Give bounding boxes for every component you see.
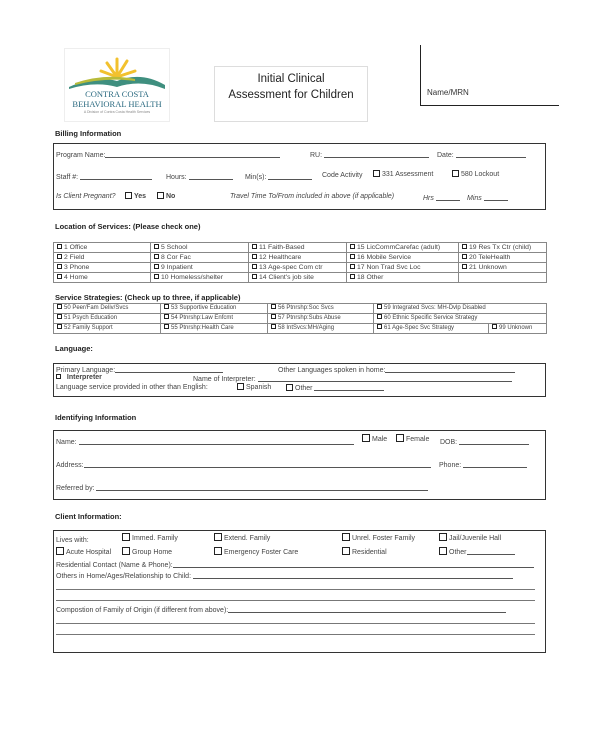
option-label: 20 TeleHealth	[469, 254, 511, 261]
option-label: Group Home	[132, 549, 173, 556]
checkbox-option[interactable]	[54, 324, 161, 334]
checkbox-icon	[252, 264, 257, 269]
composition-label: Compostion of Family of Origin (if different from above):	[56, 607, 229, 614]
option-label: 17 Non Trad Svc Loc	[357, 264, 421, 271]
spanish-checkbox[interactable]	[237, 383, 271, 391]
checkbox-option[interactable]	[54, 263, 151, 273]
option-label: 53 Supportive Education	[171, 305, 237, 311]
checkbox-option[interactable]	[347, 273, 459, 283]
logo-line3: A Division of Contra Costa Health Services	[83, 110, 151, 114]
lives-jail[interactable]	[439, 533, 501, 542]
option-label: 56 Ptnrshp:Soc Svcs	[278, 305, 334, 311]
no-label: No	[166, 193, 176, 200]
checkbox-option[interactable]	[151, 253, 249, 263]
referred-by-field[interactable]	[56, 483, 428, 492]
checkbox-icon	[342, 533, 350, 541]
dob-label: DOB:	[440, 439, 458, 446]
spanish-label: Spanish	[246, 384, 272, 391]
option-label: 21 Unknown	[469, 264, 507, 271]
hrs-label: Hrs	[423, 195, 434, 202]
checkbox-icon	[154, 244, 159, 249]
option-label: 52 Family Support	[64, 325, 113, 331]
checkbox-option[interactable]	[459, 253, 547, 263]
checkbox-icon	[56, 547, 64, 555]
staff-field[interactable]	[56, 172, 152, 181]
checkbox-icon	[492, 324, 497, 329]
checkbox-option[interactable]	[54, 253, 151, 263]
checkbox-icon	[154, 274, 159, 279]
option-label: 8 Cor Fac	[161, 254, 191, 261]
checkbox-option[interactable]	[151, 273, 249, 283]
male-label: Male	[372, 436, 388, 443]
checkbox-icon	[439, 533, 447, 541]
blank-line[interactable]	[56, 589, 535, 590]
checkbox-icon	[214, 547, 222, 555]
checkbox-icon	[252, 254, 257, 259]
primary-language-label: Primary Language:	[56, 367, 116, 374]
checkbox-icon	[122, 533, 130, 541]
hours-field[interactable]	[166, 172, 233, 181]
checkbox-icon	[57, 324, 62, 329]
table-row	[54, 273, 547, 283]
checkbox-580[interactable]	[452, 170, 499, 178]
option-label: 61 Age-Spec Svc Strategy	[384, 325, 455, 331]
checkbox-option[interactable]	[161, 324, 268, 334]
option-label: 54 Ptnrshp:Law Enfcmt	[171, 315, 234, 321]
mins-field[interactable]	[245, 172, 312, 181]
referred-label: Referred by:	[56, 485, 95, 492]
other-languages-label: Other Languages spoken in home:	[278, 367, 386, 374]
option-label: 19 Res Tx Ctr (child)	[469, 244, 532, 251]
option-label: 99 Unknown	[499, 325, 533, 331]
date-label: Date:	[437, 152, 454, 159]
checkbox-icon	[164, 324, 169, 329]
option-label: 50 Peer/Fam Deliv/Svcs	[64, 305, 129, 311]
checkbox-icon	[362, 434, 370, 442]
option-label: Immed. Family	[132, 535, 178, 542]
pregnant-no[interactable]	[157, 192, 175, 200]
checkbox-icon	[57, 254, 62, 259]
checkbox-option[interactable]	[249, 253, 347, 263]
checkbox-option[interactable]	[249, 263, 347, 273]
blank-line[interactable]	[56, 634, 535, 635]
checkbox-option[interactable]	[459, 243, 547, 253]
checkbox-option[interactable]	[268, 304, 374, 314]
lives-other[interactable]	[439, 547, 515, 556]
checkbox-option[interactable]	[54, 304, 161, 314]
date-field[interactable]	[437, 150, 526, 159]
checkbox-icon	[350, 254, 355, 259]
checkbox-icon	[271, 304, 276, 309]
checkbox-option[interactable]	[347, 263, 459, 273]
option-label: Residential	[352, 549, 387, 556]
dob-field[interactable]	[440, 437, 529, 446]
lives-immed-family[interactable]	[122, 533, 178, 542]
checkbox-icon	[286, 384, 293, 391]
residential-contact-label: Residential Contact (Name & Phone):	[56, 562, 173, 569]
checkbox-icon	[154, 264, 159, 269]
checkbox-icon	[350, 244, 355, 249]
checkbox-option[interactable]	[249, 273, 347, 283]
other-label: Other	[295, 385, 313, 392]
option-label: Jail/Juvenile Hall	[449, 535, 502, 542]
opt-331-label: 331 Assessment	[382, 171, 434, 178]
client-name-field[interactable]	[56, 437, 354, 446]
checkbox-icon	[252, 244, 257, 249]
name-mrn-label: Name/MRN	[427, 88, 469, 97]
logo-line2: BEHAVIORAL HEALTH	[72, 99, 162, 109]
strategies-table	[53, 303, 547, 334]
title-line1: Initial Clinical	[257, 73, 325, 85]
address-field[interactable]	[56, 460, 431, 469]
option-label: 14 Client's job site	[259, 274, 314, 281]
table-row	[54, 324, 547, 334]
checkbox-option[interactable]	[268, 324, 374, 334]
lives-extend-family[interactable]	[214, 533, 270, 542]
checkbox-icon	[377, 314, 382, 319]
option-label: 18 Other	[357, 274, 384, 281]
checkbox-option[interactable]	[249, 243, 347, 253]
checkbox-icon	[252, 274, 257, 279]
mins-label-2: Mins	[467, 195, 482, 202]
checkbox-option[interactable]	[151, 263, 249, 273]
option-label: 2 Field	[64, 254, 85, 261]
lives-with-label: Lives with:	[56, 537, 89, 544]
travel-label: Travel Time To/From included in above (if applicable)	[230, 193, 395, 200]
ru-field[interactable]	[310, 150, 429, 159]
checkbox-icon	[57, 264, 62, 269]
option-label: 12 Healthcare	[259, 254, 302, 261]
option-label: 58 IntSvcs:MH/Aging	[278, 325, 335, 331]
blank-line[interactable]	[56, 623, 535, 624]
checkbox-option[interactable]	[347, 253, 459, 263]
checkbox-icon	[271, 314, 276, 319]
interpreter-checkbox[interactable]	[56, 374, 102, 381]
lives-residential[interactable]	[342, 547, 387, 556]
option-label: 59 Integrated Svcs: MH-Dvlp Disabled	[384, 305, 486, 311]
checkbox-icon	[377, 324, 382, 329]
table-row	[54, 253, 547, 263]
name-label: Name:	[56, 439, 77, 446]
option-label: 13 Age-spec Com ctr	[259, 264, 323, 271]
checkbox-option[interactable]	[161, 314, 268, 324]
checkbox-icon	[350, 264, 355, 269]
empty-cell	[459, 273, 547, 283]
identifying-heading: Identifying Information	[55, 413, 137, 422]
interpreter-name-label: Name of Interpreter:	[193, 376, 256, 383]
address-label: Address:	[56, 462, 84, 469]
mins-label: Min(s):	[245, 174, 267, 181]
checkbox-icon	[462, 244, 467, 249]
checkbox-icon	[164, 304, 169, 309]
billing-heading: Billing Information	[55, 129, 122, 138]
travel-mins-field[interactable]	[467, 193, 508, 202]
checkbox-icon	[57, 274, 62, 279]
option-label: Extend. Family	[224, 535, 271, 542]
option-label: Acute Hospital	[66, 549, 112, 556]
checkbox-icon	[122, 547, 130, 555]
checkbox-icon	[462, 264, 467, 269]
staff-label: Staff #:	[56, 174, 79, 181]
checkbox-icon	[56, 374, 61, 379]
checkbox-icon	[214, 533, 222, 541]
checkbox-331[interactable]	[373, 170, 433, 178]
checkbox-icon	[237, 383, 244, 390]
option-label: 3 Phone	[64, 264, 90, 271]
option-label: 11 Faith-Based	[259, 244, 305, 251]
checkbox-icon	[342, 547, 350, 555]
option-label: 9 Inpatient	[161, 264, 193, 271]
composition-field[interactable]	[56, 605, 506, 614]
checkbox-option[interactable]	[268, 314, 374, 324]
strategies-heading: Service Strategies: (Check up to three, if applicable)	[55, 293, 241, 302]
checkbox-option[interactable]	[54, 314, 161, 324]
location-heading: Location of Services: (Please check one)	[55, 222, 201, 231]
checkbox-icon	[57, 314, 62, 319]
checkbox-icon	[452, 170, 459, 177]
title-box	[214, 66, 368, 122]
option-label: 4 Home	[64, 274, 88, 281]
option-label: 16 Mobile Service	[357, 254, 412, 261]
others-in-home-field[interactable]	[56, 571, 513, 580]
residential-contact-field[interactable]	[56, 560, 534, 569]
title-line2: Assessment for Children	[228, 89, 354, 101]
checkbox-icon	[396, 434, 404, 442]
opt-580-label: 580 Lockout	[461, 171, 500, 178]
checkbox-icon	[157, 192, 164, 199]
female-label: Female	[406, 436, 430, 443]
program-name-field[interactable]	[56, 150, 280, 159]
checkbox-icon	[439, 547, 447, 555]
phone-field[interactable]	[439, 460, 527, 469]
logo	[64, 48, 170, 122]
checkbox-icon	[462, 254, 467, 259]
sun-mountain-logo-icon	[65, 49, 169, 91]
checkbox-option[interactable]	[459, 263, 547, 273]
female-checkbox[interactable]	[396, 434, 429, 443]
checkbox-icon	[271, 324, 276, 329]
program-name-label: Program Name:	[56, 152, 106, 159]
checkbox-option[interactable]	[489, 324, 547, 334]
table-row	[54, 243, 547, 253]
option-label: 5 School	[161, 244, 188, 251]
checkbox-icon	[164, 314, 169, 319]
table-row	[54, 263, 547, 273]
option-label: 1 Office	[64, 244, 88, 251]
checkbox-option[interactable]	[374, 324, 489, 334]
logo-line1: CONTRA COSTA	[85, 89, 149, 99]
checkbox-option[interactable]	[347, 243, 459, 253]
yes-label: Yes	[134, 193, 147, 200]
table-row	[54, 314, 547, 324]
checkbox-icon	[373, 170, 380, 177]
lives-unrel-foster[interactable]	[342, 533, 415, 542]
option-label: 15 LicCommCarefac (adult)	[357, 244, 441, 251]
checkbox-icon	[125, 192, 132, 199]
option-label: 55 Ptnrshp:Health Care	[171, 325, 234, 331]
table-row	[54, 304, 547, 314]
option-label: Other	[449, 549, 467, 556]
checkbox-option[interactable]	[54, 243, 151, 253]
location-table	[53, 242, 547, 283]
checkbox-icon	[350, 274, 355, 279]
checkbox-option[interactable]	[374, 304, 547, 314]
option-label: 57 Ptnrshp:Subs Abuse	[278, 315, 341, 321]
checkbox-icon	[154, 254, 159, 259]
lives-group-home[interactable]	[122, 547, 172, 556]
checkbox-icon	[377, 304, 382, 309]
option-label: 10 Homeless/shelter	[161, 274, 223, 281]
checkbox-option[interactable]	[54, 273, 151, 283]
option-label: Unrel. Foster Family	[352, 535, 416, 542]
other-languages-field[interactable]	[278, 365, 515, 374]
interpreter-name-field[interactable]	[193, 374, 512, 383]
blank-line[interactable]	[56, 600, 535, 601]
hours-label: Hours:	[166, 174, 187, 181]
ru-label: RU:	[310, 152, 323, 159]
checkbox-icon	[57, 244, 62, 249]
checkbox-option[interactable]	[151, 243, 249, 253]
checkbox-option[interactable]	[161, 304, 268, 314]
phone-label: Phone:	[439, 462, 462, 469]
checkbox-icon	[57, 304, 62, 309]
male-checkbox[interactable]	[362, 434, 387, 443]
option-label: 60 Ethnic Specific Service Strategy	[384, 315, 478, 321]
language-heading: Language:	[55, 344, 93, 353]
language-service-label: Language service provided in other than English:	[56, 384, 208, 391]
interpreter-label: Interpreter	[66, 374, 102, 381]
checkbox-option[interactable]	[374, 314, 547, 324]
travel-hrs-field[interactable]	[423, 193, 460, 202]
client-heading: Client Information:	[55, 512, 122, 521]
lives-acute-hospital[interactable]	[56, 547, 111, 556]
code-activity-label: Code Activity	[322, 172, 363, 179]
primary-language-field[interactable]	[56, 365, 223, 374]
others-in-home-label: Others in Home/Ages/Relationship to Child:	[56, 573, 192, 580]
option-label: 51 Psych Education	[64, 315, 118, 321]
option-label: Emergency Foster Care	[224, 549, 299, 556]
lives-emergency-foster[interactable]	[214, 547, 298, 556]
other-language-checkbox[interactable]	[286, 383, 384, 392]
pregnant-label: Is Client Pregnant?	[56, 193, 116, 200]
pregnant-yes[interactable]	[125, 192, 146, 200]
